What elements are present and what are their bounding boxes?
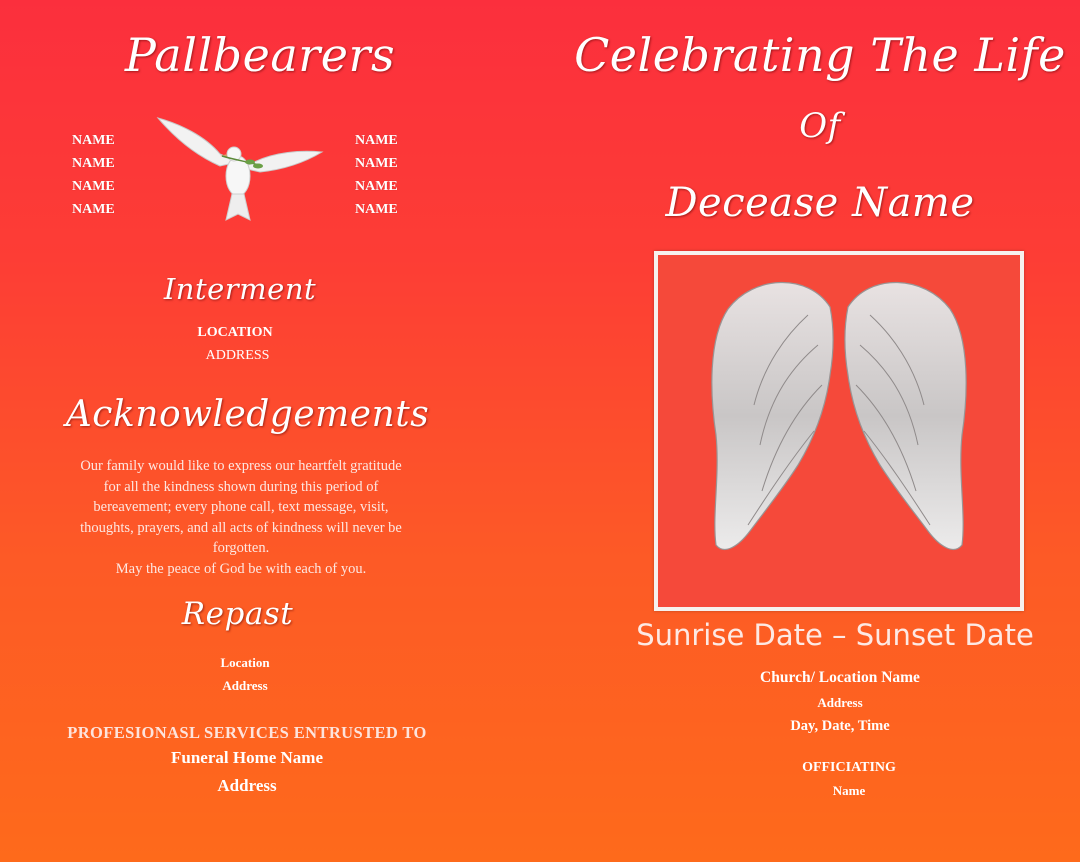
church-address: Address [817,695,863,710]
pallbearer-name: NAME [355,202,398,217]
dove-icon [150,110,330,228]
services-heading: PROFESIONASL SERVICES ENTRUSTED TO [67,723,427,742]
pallbearer-name: NAME [355,179,398,194]
pallbearer-name: NAME [72,156,115,171]
angel-wings-icon [658,255,1020,607]
officiating-name: Name [832,783,866,798]
interment-address: ADDRESS [205,348,270,363]
pallbearers-title: Pallbearers [124,28,396,82]
life-dates: Sunrise Date – Sunset Date [636,618,1034,652]
acknowledgements-line: for all the kindness shown during this period of [103,478,379,495]
acknowledgements-line: bereavement; every phone call, text message, visit, [93,499,389,515]
officiating-label: OFFICIATING [802,760,896,775]
funeral-home-name: Funeral Home Name [170,748,324,767]
interment-location: LOCATION [197,325,273,340]
pallbearer-name: NAME [72,133,115,148]
left-panel [0,0,520,862]
repast-address: Address [222,678,268,693]
of-title: Of [799,106,841,146]
deceased-name-title: Decease Name [665,180,975,226]
pallbearer-name: NAME [355,156,398,171]
right-panel [560,0,1080,862]
pallbearer-name: NAME [72,202,115,217]
funeral-home-address: Address [217,776,277,795]
repast-location: Location [220,655,270,670]
acknowledgements-line: forgotten. [212,540,270,556]
acknowledgements-text [0,456,482,579]
celebrating-title: Celebrating The Life [574,28,1066,82]
pallbearers-left-list [72,129,115,221]
pallbearer-name: NAME [72,179,115,194]
pallbearers-right-list [355,129,398,221]
acknowledgements-title: Acknowledgements [65,394,430,435]
acknowledgements-line: Our family would like to express our heartfelt gratitude [80,458,402,474]
repast-title: Repast [181,596,294,632]
service-day-date-time: Day, Date, Time [790,718,890,734]
pallbearer-name: NAME [355,133,398,148]
church-location-name: Church/ Location Name [760,669,920,686]
portrait-frame [654,251,1024,611]
acknowledgements-line: May the peace of God be with each of you. [115,560,367,577]
acknowledgements-line: thoughts, prayers, and all acts of kindness will never be [80,519,402,536]
interment-title: Interment [163,272,317,306]
